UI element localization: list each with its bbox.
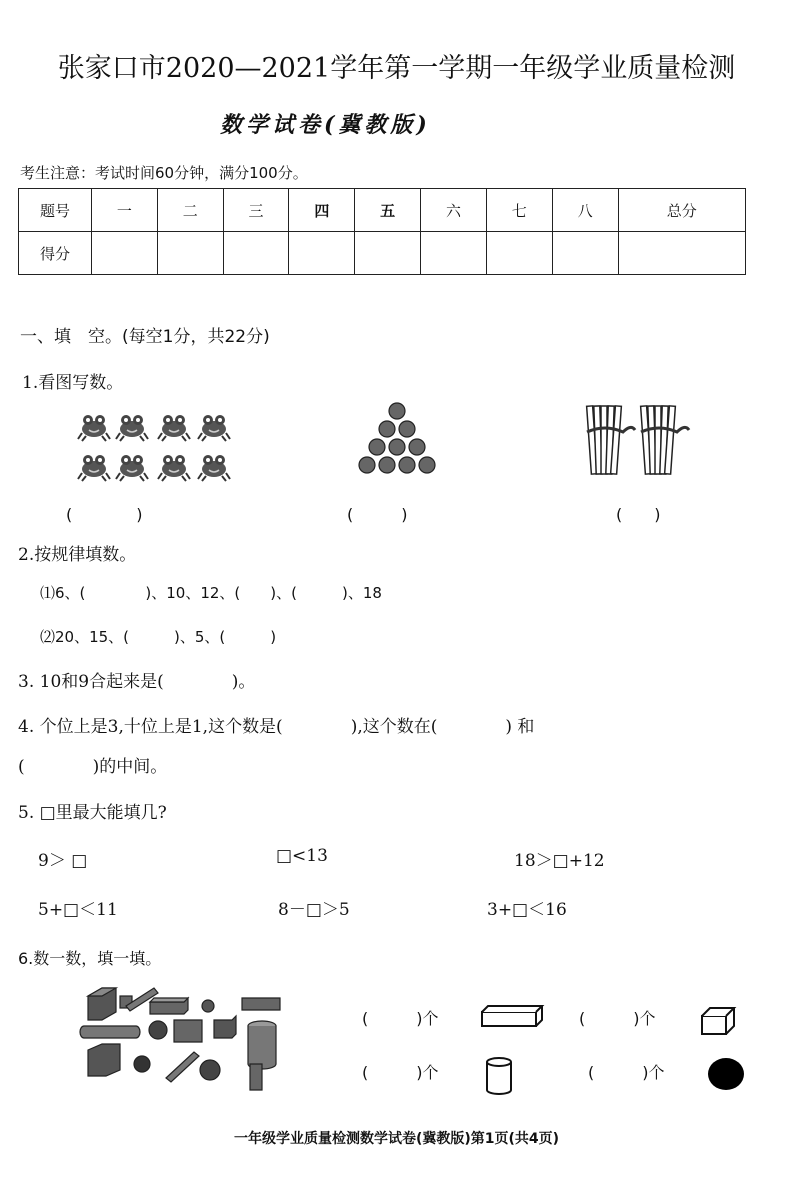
- q2-line1[interactable]: ⑴6、( )、10、12、( )、( )、18: [40, 584, 382, 602]
- score-input-cell[interactable]: [289, 232, 355, 275]
- sphere-icon: [706, 1056, 746, 1092]
- score-cell: 四: [289, 189, 355, 232]
- score-cell: 六: [421, 189, 487, 232]
- frogs-picture: [76, 405, 236, 490]
- score-cell-total: 总分: [618, 189, 746, 232]
- score-cell: 二: [157, 189, 223, 232]
- stick-bundles-picture: [583, 402, 693, 480]
- q1-blank-balls[interactable]: ( ): [347, 505, 408, 524]
- score-row-label: 得分: [19, 232, 92, 275]
- q6-blank-cube[interactable]: ( )个: [579, 1009, 656, 1028]
- q6-blank-cuboid[interactable]: ( )个: [362, 1009, 439, 1028]
- q5-item[interactable]: 8－□＞5: [278, 900, 350, 920]
- score-input-cell[interactable]: [618, 232, 746, 275]
- q1-blank-frogs[interactable]: ( ): [66, 505, 143, 524]
- q4-line2[interactable]: ( )的中间。: [18, 757, 168, 777]
- q5-prompt: 5. □里最大能填几?: [18, 803, 167, 823]
- q1-blank-sticks[interactable]: ( ): [616, 505, 661, 524]
- page-footer: 一年级学业质量检测数学试卷(冀教版)第1页(共4页): [233, 1131, 560, 1147]
- score-cell: 一: [92, 189, 158, 232]
- balls-triangle-picture: [350, 402, 444, 488]
- score-input-cell[interactable]: [552, 232, 618, 275]
- q6-prompt: 6.数一数，填一填。: [18, 949, 162, 968]
- q6-blank-cylinder[interactable]: ( )个: [362, 1063, 439, 1082]
- exam-subtitle: 数学试卷(冀教版): [220, 112, 431, 138]
- q5-item[interactable]: □<13: [276, 846, 328, 866]
- q5-item[interactable]: 18＞□+12: [514, 851, 605, 871]
- q5-item[interactable]: 3+□＜16: [487, 900, 567, 920]
- q1-prompt: 1.看图写数。: [22, 373, 124, 393]
- score-input-cell[interactable]: [486, 232, 552, 275]
- score-cell: 八: [552, 189, 618, 232]
- q2-prompt: 2.按规律填数。: [18, 545, 137, 565]
- score-cell-label: 题号: [19, 189, 92, 232]
- q3-text[interactable]: 3. 10和9合起来是( )。: [18, 672, 256, 692]
- cuboid-icon: [480, 1004, 544, 1028]
- cylinder-icon: [484, 1056, 514, 1096]
- score-table: [18, 188, 746, 275]
- score-input-cell[interactable]: [355, 232, 421, 275]
- score-cell: 三: [223, 189, 289, 232]
- solids-picture: [80, 984, 285, 1092]
- score-input-cell[interactable]: [157, 232, 223, 275]
- score-cell: 五: [355, 189, 421, 232]
- cube-icon: [700, 1006, 736, 1036]
- q6-blank-sphere[interactable]: ( )个: [588, 1063, 665, 1082]
- score-table-score-row: [19, 232, 746, 275]
- score-cell: 七: [486, 189, 552, 232]
- q5-item[interactable]: 5+□＜11: [38, 900, 118, 920]
- q2-line2[interactable]: ⑵20、15、( )、5、( ): [40, 628, 277, 646]
- score-input-cell[interactable]: [421, 232, 487, 275]
- section-1-title: 一、填 空。(每空1分，共22分): [20, 327, 270, 347]
- q4-line1[interactable]: 4. 个位上是3,十位上是1,这个数是( ),这个数在( ) 和: [18, 717, 535, 737]
- exam-notice: 考生注意：考试时间60分钟，满分100分。: [20, 164, 308, 182]
- score-input-cell[interactable]: [223, 232, 289, 275]
- score-table-header-row: [19, 189, 746, 232]
- score-input-cell[interactable]: [92, 232, 158, 275]
- exam-title: 张家口市2020—2021学年第一学期一年级学业质量检测: [57, 53, 736, 84]
- q5-item[interactable]: 9＞ □: [38, 851, 88, 871]
